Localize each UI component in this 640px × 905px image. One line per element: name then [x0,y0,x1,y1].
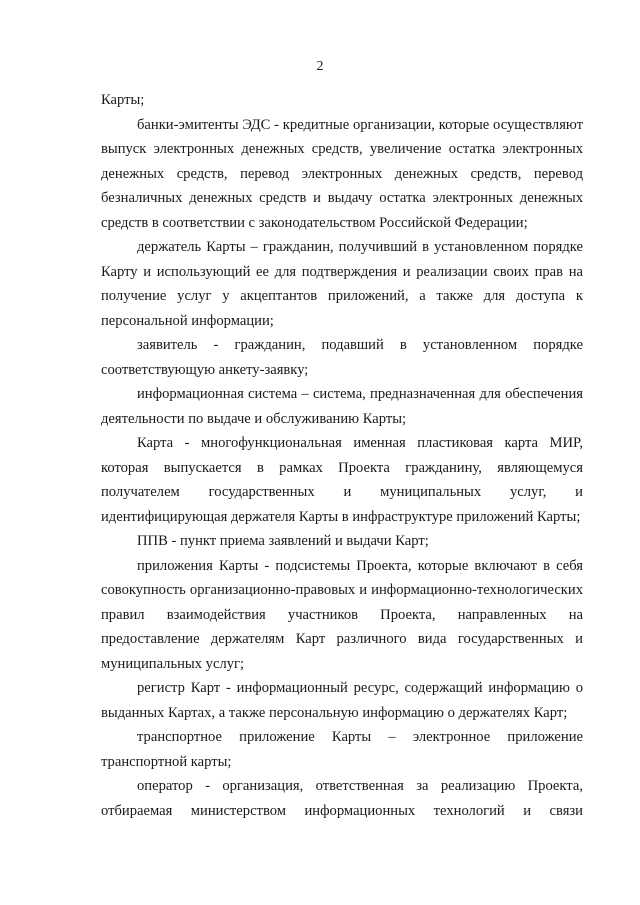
paragraph-prilozheniya-karty [101,554,583,677]
paragraph-transportnoe-prilozhenie [101,725,583,774]
paragraph-registr-kart [101,676,583,725]
text-line: банки-эмитенты ЭДС - кредитные организации, которые осуществляют [137,116,583,133]
text-line: Карту и использующий ее для подтверждения и реализации своих прав на [101,263,583,280]
text-line: транспортное приложение Карты – электронное приложение [137,729,583,745]
text-line: Карты; [101,92,145,108]
paragraph-derzhatel-karty [101,235,583,333]
text-line: Карта - многофункциональная именная пластиковая карта МИР, [137,435,583,451]
text-line: ППВ - пункт приема заявлений и выдачи Карт; [137,533,429,549]
text-line: средств в соответствии с законодательством Российской Федерации; [101,214,528,231]
paragraph-banki-emitenty [101,113,583,236]
text-line: которая выпускается в рамках Проекта гражданину, являющемуся [101,459,583,476]
text-line: денежных средств, перевод электронных денежных средств, перевод [101,165,583,182]
paragraph-informacionnaya-sistema [101,382,583,431]
text-line: заявитель - гражданин, подавший в установленном порядке [137,337,583,353]
text-line: совокупность организационно-правовых и информационно-технологических [101,582,583,598]
text-line: деятельности по выдаче и обслуживанию Карты; [101,410,407,427]
text-line: муниципальных услуг; [101,655,245,672]
text-line: безналичных денежных средств и выдачу остатка электронных денежных [101,190,583,206]
text-line: персональной информации; [101,312,274,329]
page-number: 2 [316,59,324,74]
text-line: выпуск электронных денежных средств, увеличение остатка электронных [101,141,583,157]
text-line: выданных Картах, а также персональную информацию о держателях Карт; [101,704,568,721]
text-line: идентифицирующая держателя Карты в инфраструктуре приложений Карты; [101,508,581,525]
text-line: получение услуг у акцептантов приложений, а также для доступа к [101,288,583,304]
text-line: предоставление держателям Карт различного вида государственных и [101,631,583,647]
document-body [101,88,583,823]
text-line: информационная система – система, предназначенная для обеспечения [137,386,583,402]
text-line: правил взаимодействия участников Проекта, направленных на [101,606,583,623]
text-line: приложения Карты - подсистемы Проекта, которые включают в себя [137,557,583,574]
text-line: транспортной карты; [101,753,232,770]
paragraph-karty [101,88,583,113]
text-line: соответствующую анкету-заявку; [101,361,309,378]
paragraph-operator [101,774,583,823]
text-line: оператор - организация, ответственная за реализацию Проекта, [137,778,583,794]
paragraph-ppv [101,529,583,554]
text-line: держатель Карты – гражданин, получивший в установленном порядке [137,239,583,255]
text-line: отбираемая министерством информационных технологий и связи [101,802,583,819]
paragraph-karta [101,431,583,529]
text-line: регистр Карт - информационный ресурс, содержащий информацию о [137,680,583,696]
paragraph-zayavitel [101,333,583,382]
text-line: получателем государственных и муниципальных услуг, и [101,484,583,500]
